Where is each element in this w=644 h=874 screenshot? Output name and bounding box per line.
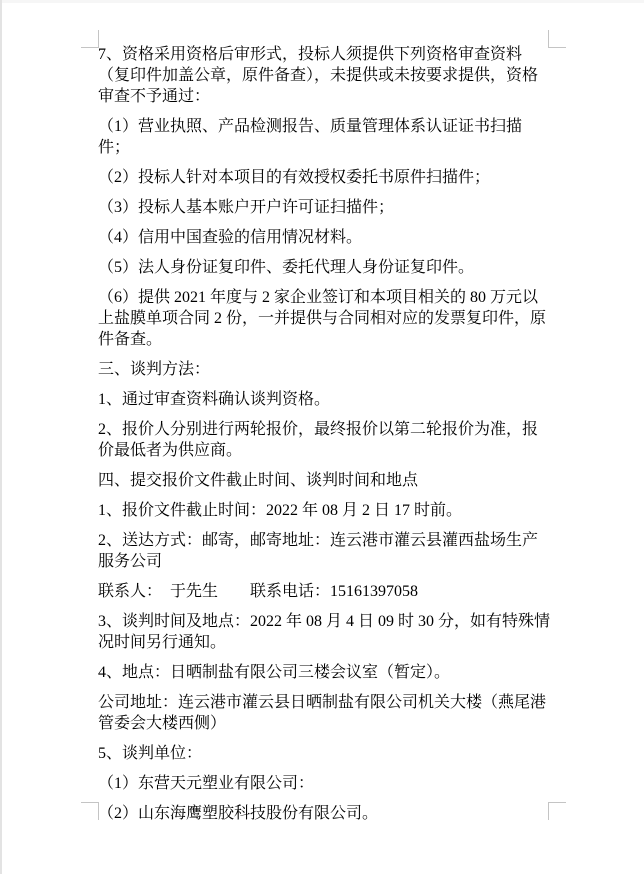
para-company-address: 公司地址：连云港市灌云县日晒制盐有限公司机关大楼（燕尾港管委会大楼西侧） <box>98 694 547 732</box>
para-quotation-deadline: 1、报价文件截止时间：2022 年 08 月 2 日 17 时前。 <box>98 502 463 519</box>
para-two-round-quotation: 2、报价人分别进行两轮报价，最终报价以第二轮报价为准，报价最低者为供应商。 <box>98 421 539 459</box>
para-contact-info: 联系人： 于先生 联系电话：15161397058 <box>98 583 419 600</box>
crop-mark-top-left <box>81 30 99 48</box>
para-confirm-qualification: 1、通过审查资料确认谈判资格。 <box>98 391 331 408</box>
heading-negotiation-method: 三、谈判方法： <box>98 361 211 378</box>
item-business-license: （1）营业执照、产品检测报告、质量管理体系认证证书扫描件； <box>98 118 523 156</box>
crop-mark-bottom-right <box>548 802 566 820</box>
page-top-edge <box>0 0 644 3</box>
para-qualification-review: 7、资格采用资格后审形式，投标人须提供下列资格审查资料（复印件加盖公章，原件备查），未提供或未按要求提供，资格审查不予通过： <box>98 46 539 105</box>
para-delivery-method: 2、送达方式：邮寄，邮寄地址：连云港市灌云县灌西盐场生产服务公司 <box>98 532 539 570</box>
item-contract-proof: （6）提供 2021 年度与 2 家企业签订和本项目相关的 80 万元以上盐膜单项合同 2 份，一并提供与合同相对应的发票复印件，原件备查。 <box>98 289 547 348</box>
item-unit-1: （1）东营天元塑业有限公司： <box>98 775 315 792</box>
item-authorization-letter: （2）投标人针对本项目的有效授权委托书原件扫描件； <box>98 169 491 186</box>
heading-deadline-time-place: 四、提交报价文件截止时间、谈判时间和地点 <box>98 472 419 489</box>
document-body <box>98 44 550 833</box>
item-id-copies: （5）法人身份证复印件、委托代理人身份证复印件。 <box>98 259 475 276</box>
heading-negotiation-units: 5、谈判单位： <box>98 745 203 762</box>
crop-mark-bottom-left <box>81 802 99 820</box>
item-credit-china-material: （4）信用中国查验的信用情况材料。 <box>98 229 363 246</box>
item-bank-account-permit: （3）投标人基本账户开户许可证扫描件； <box>98 199 395 216</box>
para-negotiation-time: 3、谈判时间及地点：2022 年 08 月 4 日 09 时 30 分，如有特殊情况时间另行通知。 <box>98 613 551 651</box>
item-unit-2: （2）山东海鹰塑胶科技股份有限公司。 <box>98 805 379 822</box>
page-left-edge <box>0 0 2 874</box>
para-negotiation-place: 4、地点：日晒制盐有限公司三楼会议室（暂定）。 <box>98 664 451 681</box>
crop-mark-top-right <box>548 30 566 48</box>
